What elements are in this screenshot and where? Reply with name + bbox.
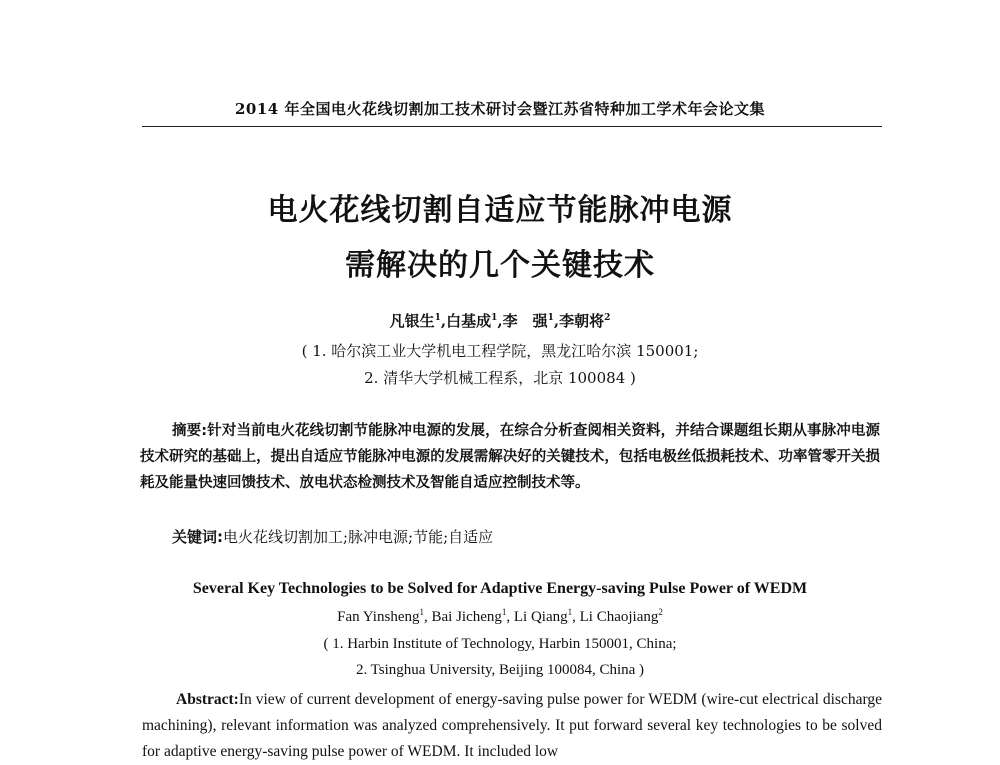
abstract-en-label: Abstract: <box>176 691 239 708</box>
keywords-zh-text: 电火花线切割加工;脉冲电源;节能;自适应 <box>223 528 494 546</box>
english-author-list: Fan Yinsheng$^1$, Bai Jicheng$^1$, Li Qiang$^1$, Li Chaojiang$^2$ <box>337 607 663 625</box>
keywords-zh <box>172 526 872 547</box>
author-affiliation-mark: 1 <box>567 607 573 617</box>
affiliation-line-2: 2. 清华大学机械工程系，北京 100084 ) <box>364 369 636 387</box>
paper-title-line-2: 需解决的几个关键技术 <box>345 248 655 283</box>
paper-title-line-1: 电火花线切割自适应节能脉冲电源 <box>267 193 733 228</box>
author-name: Li Chaojiang <box>579 609 659 625</box>
abstract-en <box>142 687 882 765</box>
affiliation-line-1: ( 1. 哈尔滨工业大学机电工程学院，黑龙江哈尔滨 150001; <box>301 342 699 360</box>
abstract-zh-text: 针对当前电火花线切割节能脉冲电源的发展，在综合分析查阅相关资料，并结合课题组长期从事脉冲电源技术研究的基础上，提出自适应节能脉冲电源的发展需解决好的关键技术，包括电极丝低损耗技术、功率管零开关损耗及能量快速回馈技术、放电状态检测技术及智能自适应控制技术等。 <box>140 422 880 491</box>
header-rule <box>142 126 882 127</box>
abstract-zh-label: 摘要: <box>172 423 208 439</box>
author-name: 李朝将 <box>559 312 605 330</box>
author-name: 白基成 <box>446 312 492 330</box>
english-title: Several Key Technologies to be Solved for Adaptive Energy-saving Pulse Power of WEDM <box>192 580 808 597</box>
author-affiliation-mark: 1 <box>491 313 498 323</box>
abstract-en-text: In view of current development of energy-saving pulse power for WEDM (wire-cut electrical discharge machining), relevant information was analyzed comprehensively. It put forward several key technologies to be solved for adaptive energy-saving pulse power of WEDM. It included low <box>142 691 882 760</box>
author-affiliation-mark: 1 <box>419 607 424 617</box>
author-name: Bai Jicheng <box>431 609 502 625</box>
author-affiliation-mark: 2 <box>604 313 611 323</box>
abstract-zh <box>140 418 880 496</box>
running-header: 2014 年全国电火花线切割加工技术研讨会暨江苏省特种加工学术年会论文集 <box>235 100 765 118</box>
author-affiliation-mark: 1 <box>501 607 507 617</box>
author-name: Li Qiang <box>513 609 568 625</box>
author-name: 凡银生 <box>389 312 435 330</box>
english-affiliation-line-2: 2. Tsinghua University, Beijing 100084, China ) <box>355 662 645 678</box>
author-affiliation-mark: 1 <box>434 313 441 323</box>
english-affiliation-line-1: ( 1. Harbin Institute of Technology, Harbin 150001, China; <box>323 636 677 652</box>
keywords-zh-label: 关键词: <box>172 528 223 546</box>
author-affiliation-mark: 1 <box>547 313 554 323</box>
author-name: 李 强 <box>502 312 548 330</box>
author-affiliation-mark: 2 <box>658 607 663 617</box>
author-list: 凡银生$^1$,白基成$^1$,李 强$^1$,李朝将$^2$ <box>389 312 611 330</box>
author-name: Fan Yinsheng <box>337 609 420 625</box>
